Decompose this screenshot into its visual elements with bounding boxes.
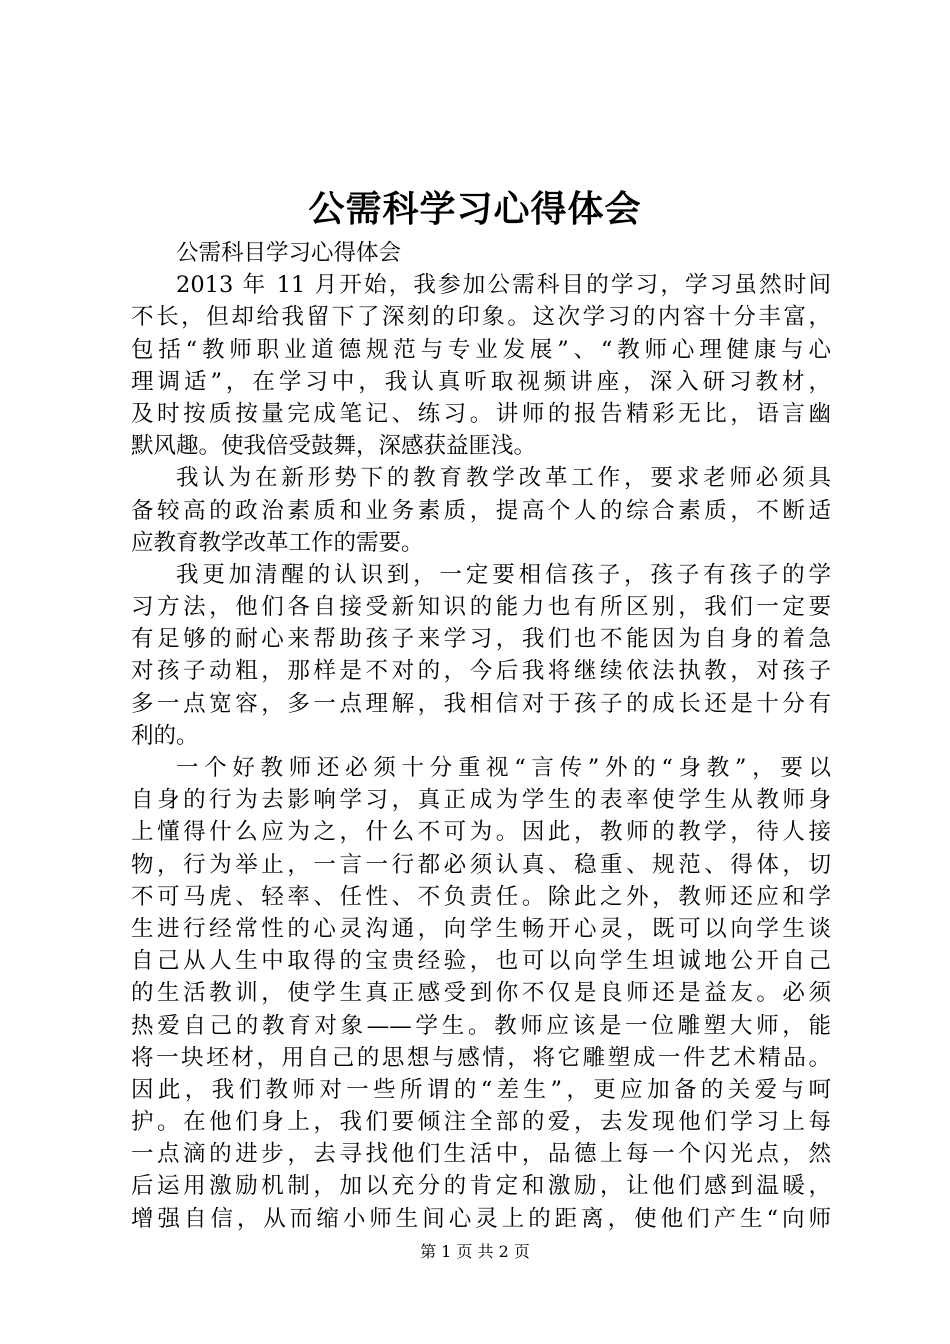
- paragraph-line: 不长，但却给我留下了深刻的印象。这次学习的内容十分丰富，: [131, 304, 831, 331]
- paragraph-line: 有足够的耐心来帮助孩子来学习，我们也不能因为自身的着急: [131, 626, 831, 653]
- paragraph-line: 后运用激励机制，加以充分的肯定和激励，让他们感到温暖，: [131, 1173, 831, 1200]
- paragraph-line: 对孩子动粗，那样是不对的，今后我将继续依法执教，对孩子: [131, 658, 831, 685]
- paragraph-line: 默风趣。使我倍受鼓舞，深感获益匪浅。: [131, 433, 537, 460]
- document-title: 公需科学习心得体会: [308, 188, 642, 230]
- paragraph-line: 物，行为举止，一言一行都必须认真、稳重、规范、得体，切: [131, 851, 831, 878]
- paragraph-line: 应教育教学改革工作的需要。: [131, 529, 424, 556]
- paragraph-line: 习方法，他们各自接受新知识的能力也有所区别，我们一定要: [131, 594, 831, 621]
- paragraph-line: 热爱自己的教育对象——学生。教师应该是一位雕塑大师，能: [131, 1012, 831, 1039]
- paragraph-line: 上懂得什么应为之，什么不可为。因此，教师的教学，待人接: [131, 819, 831, 846]
- paragraph-line: 因此，我们教师对一些所谓的“差生”，更应加备的关爱与呵: [131, 1076, 831, 1103]
- paragraph-line: 利的。: [131, 722, 199, 749]
- paragraph-line: 自身的行为去影响学习，真正成为学生的表率使学生从教师身: [131, 787, 831, 814]
- paragraph-line: 护。在他们身上，我们要倾注全部的爱，去发现他们学习上每: [131, 1109, 831, 1136]
- paragraph-line: 理调适”，在学习中，我认真听取视频讲座，深入研习教材，: [131, 368, 831, 395]
- page-footer: 第 1 页 共 2 页: [420, 1242, 530, 1261]
- paragraph-line: 多一点宽容，多一点理解，我相信对于孩子的成长还是十分有: [131, 690, 831, 717]
- paragraph-line: 备较高的政治素质和业务素质，提高个人的综合素质，不断适: [131, 497, 831, 524]
- paragraph-line: 的生活教训，使学生真正感受到你不仅是良师还是益友。必须: [131, 980, 831, 1007]
- paragraph-line: 我认为在新形势下的教育教学改革工作，要求老师必须具: [176, 465, 831, 492]
- paragraph-line: 我更加清醒的认识到，一定要相信孩子，孩子有孩子的学: [176, 561, 831, 588]
- paragraph-line: 一点滴的进步，去寻找他们生活中，品德上每一个闪光点，然: [131, 1141, 831, 1168]
- paragraph-line: 增强自信，从而缩小师生间心灵上的距离，使他们产生“向师: [131, 1205, 831, 1232]
- paragraph-line: 一个好教师还必须十分重视“言传”外的“身教”，要以: [176, 755, 831, 781]
- paragraph-line: 公需科目学习心得体会: [176, 240, 402, 266]
- paragraph-line: 生进行经常性的心灵沟通，向学生畅开心灵，既可以向学生谈: [131, 915, 831, 942]
- paragraph-line: 将一块坯材，用自己的思想与感情，将它雕塑成一件艺术精品。: [131, 1044, 831, 1071]
- document-body: [131, 237, 831, 1235]
- paragraph-line: 自己从人生中取得的宝贵经验，也可以向学生坦诚地公开自己: [131, 948, 831, 975]
- paragraph-line: 2013 年 11 月开始，我参加公需科目的学习，学习虽然时间: [176, 272, 831, 299]
- paragraph-line: 不可马虎、轻率、任性、不负责任。除此之外，教师还应和学: [131, 883, 831, 910]
- paragraph-line: 包括“教师职业道德规范与专业发展”、“教师心理健康与心: [131, 336, 831, 363]
- paragraph-line: 及时按质按量完成笔记、练习。讲师的报告精彩无比，语言幽: [131, 400, 831, 427]
